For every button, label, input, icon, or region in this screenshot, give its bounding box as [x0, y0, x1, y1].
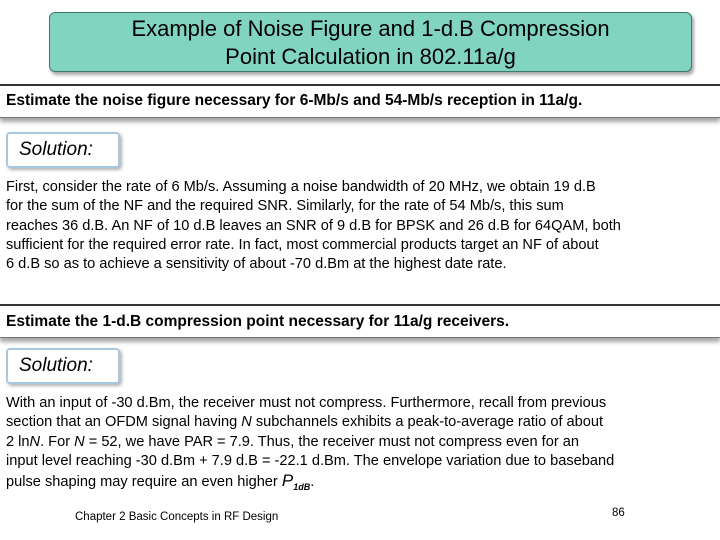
- page-number: 86: [612, 507, 625, 519]
- solution-1-line: sufficient for the required error rate. In fact, most commercial products target an NF of about: [6, 236, 599, 253]
- problem-1-heading: Estimate the noise figure necessary for 6-Mb/s and 54-Mb/s reception in 11a/g.: [6, 92, 583, 109]
- solution-1-line: for the sum of the NF and the required SNR. Similarly, for the rate of 54 Mb/s, this sum: [6, 198, 564, 215]
- title-line-1: Example of Noise Figure and 1-d.B Compression: [131, 16, 610, 41]
- footer-chapter: Chapter 2 Basic Concepts in RF Design: [75, 511, 279, 523]
- solution-2-text: [6, 394, 718, 497]
- solution-2-line: With an input of -30 d.Bm, the receiver must not compress. Furthermore, recall from previous: [6, 395, 607, 411]
- solution-2-line: section that an OFDM signal having N subchannels exhibits a peak-to-average ratio of about: [6, 414, 604, 431]
- problem-2-heading: Estimate the 1-d.B compression point necessary for 11a/g receivers.: [6, 313, 510, 330]
- solution-2-label: Solution:: [6, 348, 120, 384]
- solution-1-text: [6, 178, 718, 274]
- solution-1-line: reaches 36 d.B. An NF of 10 d.B leaves an SNR of 9 d.B for BPSK and 26 d.B for 64QAM, both: [6, 217, 621, 234]
- solution-1-label: Solution:: [6, 132, 120, 168]
- title-line-2: Point Calculation in 802.11a/g: [225, 44, 516, 69]
- solution-2-line: 2 lnN. For N = 52, we have PAR = 7.9. Thus, the receiver must not compress even for an: [6, 433, 579, 450]
- solution-2-line: input level reaching -30 d.Bm + 7.9 d.B = -22.1 d.Bm. The envelope variation due to baseband: [6, 452, 615, 469]
- solution-2-line: pulse shaping may require an even higher $P_{1dB}$.: [6, 471, 315, 493]
- slide-title: [49, 12, 692, 72]
- solution-1-line: First, consider the rate of 6 Mb/s. Assuming a noise bandwidth of 20 MHz, we obtain 19 d.B: [6, 179, 596, 195]
- solution-1-line: 6 d.B so as to achieve a sensitivity of about -70 d.Bm at the highest date rate.: [6, 256, 507, 273]
